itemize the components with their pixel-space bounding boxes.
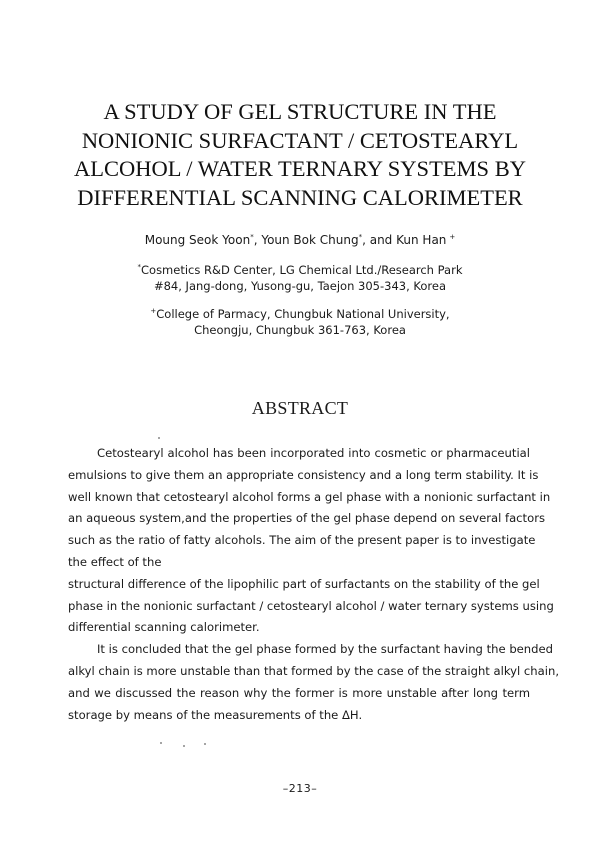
affiliation-line: #84, Jang-dong, Yusong-gu, Taejon 305-343, Korea	[153, 279, 447, 293]
abstract-line: phase in the nonionic surfactant / cetostearyl alcohol / water ternary systems using	[68, 598, 554, 613]
author-list	[40, 232, 560, 248]
affiliation	[40, 306, 560, 338]
abstract-heading: ABSTRACT	[251, 398, 349, 418]
title-line: DIFFERENTIAL SCANNING CALORIMETER	[77, 184, 523, 210]
paper-title	[40, 98, 560, 212]
title-line: ALCOHOL / WATER TERNARY SYSTEMS BY	[74, 156, 526, 181]
affiliation-text: Cosmetics R&D Center, LG Chemical Ltd./Research Park	[141, 263, 463, 277]
affiliation-text: College of Parmacy, Chungbuk National University,	[156, 307, 450, 321]
author-mark: *	[358, 233, 363, 241]
abstract-line: It is concluded that the gel phase formed by the surfactant having the bended	[97, 642, 554, 657]
abstract-line: and we discussed the reason why the former is more unstable after long term	[68, 685, 530, 700]
author-name: Youn Bok Chung	[261, 233, 359, 247]
affiliation-line: Cheongju, Chungbuk 361-763, Korea	[194, 323, 406, 337]
abstract-line: storage by means of the measurements of the ΔH.	[68, 707, 363, 722]
abstract-body	[68, 443, 560, 726]
affiliation-mark: *	[137, 263, 141, 271]
abstract-line: structural difference of the lipophilic part of surfactants on the stability of the gel	[68, 576, 540, 591]
scan-speck	[183, 745, 185, 747]
page-number: –213–	[282, 782, 318, 795]
title-line: NONIONIC SURFACTANT / CETOSTEARYL	[81, 127, 519, 153]
scan-speck	[158, 437, 160, 439]
scan-speck	[204, 743, 206, 745]
affiliation-line	[40, 306, 560, 322]
author-separator: ,	[253, 233, 262, 247]
affiliation-line	[40, 262, 560, 278]
abstract-line: Cetostearyl alcohol has been incorporated into cosmetic or pharmaceutial	[97, 446, 530, 460]
abstract-line: the effect of the	[68, 554, 162, 569]
abstract-line: an aqueous system,and the properties of the gel phase depend on several factors	[68, 511, 546, 526]
affiliation	[40, 262, 560, 294]
scan-speck	[160, 742, 162, 744]
affiliation-mark: +	[150, 307, 157, 315]
abstract-line: differential scanning calorimeter.	[68, 620, 260, 635]
abstract-line: well known that cetostearyl alcohol forms a gel phase with a nonionic surfactant in	[68, 489, 551, 504]
author-separator: , and	[362, 233, 397, 247]
author-name: Moung Seok Yoon	[144, 233, 251, 247]
author-mark: *	[250, 233, 254, 241]
author-name: Kun Han	[396, 233, 447, 247]
author-mark: +	[449, 233, 456, 241]
title-line: A STUDY OF GEL STRUCTURE IN THE	[103, 99, 497, 124]
abstract-line: emulsions to give them an appropriate consistency and a long term stability. It is	[68, 467, 539, 482]
abstract-line: alkyl chain is more unstable than that formed by the case of the straight alkyl chain,	[68, 663, 560, 678]
abstract-line: such as the ratio of fatty alcohols. The aim of the present paper is to investigate	[68, 533, 536, 548]
